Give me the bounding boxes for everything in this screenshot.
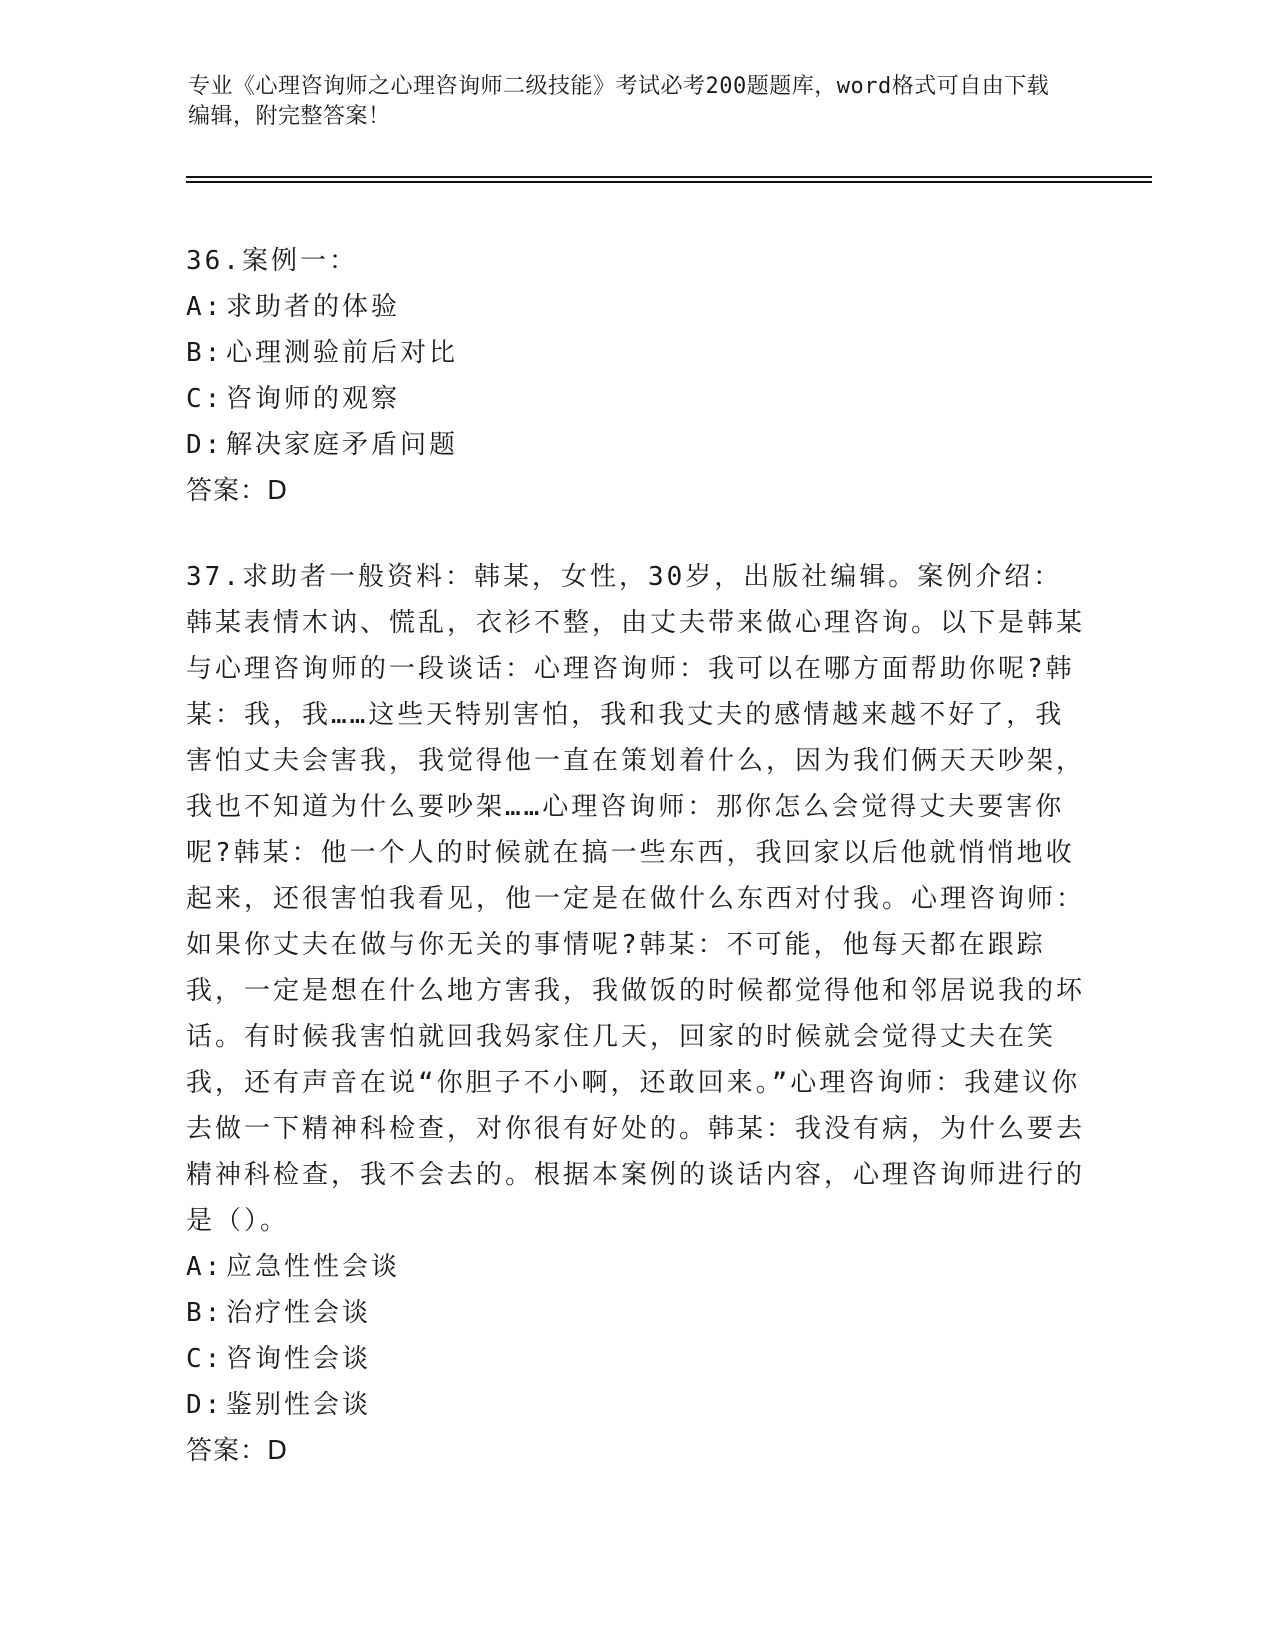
option-letter: D: [186, 1390, 224, 1420]
option-text: 解决家庭矛盾问题 [226, 430, 459, 460]
option-letter: C: [186, 1344, 224, 1374]
question-stem: 37.求助者一般资料：韩某，女性，30岁，出版社编辑。案例介绍：韩某表情木讷、慌乱，衣衫不整，由丈夫带来做心理咨询。以下是韩某与心理咨询师的一段谈话：心理咨询师：我可以在哪方面帮助你呢?韩某：我，我……这些天特别害怕，我和我丈夫的感情越来越不好了，我害怕丈夫会害我，我觉得他一直在策划着什么，因为我们俩天天吵架，我也不知道为什么要吵架……心理咨询师：那你怎么会觉得丈夫要害你呢?韩某：他一个人的时候就在搞一些东西，我回家以后他就悄悄地收起来，还很害怕我看见，他一定是在做什么东西对付我。心理咨询师：如果你丈夫在做与你无关的事情呢?韩某：不可能，他每天都在跟踪我，一定是想在什么地方害我，我做饭的时候都觉得他和邻居说我的坏话。有时候我害怕就回我妈家住几天，回家的时候就会觉得丈夫在笑我，还有声音在说“你胆子不小啊，还敢回来。”心理咨询师：我建议你去做一下精神科检查，对你很有好处的。韩某：我没有病，为什么要去精神科检查，我不会去的。根据本案例的谈话内容，心理咨询师进行的是（）。 [186, 562, 1086, 1236]
header-divider-top [186, 176, 1152, 178]
header-divider-bottom [186, 181, 1152, 183]
document-header [188, 72, 1068, 132]
option-b [186, 330, 1086, 376]
option-letter: D: [186, 430, 224, 460]
question-block-37 [186, 554, 1086, 1474]
option-c [186, 1336, 1086, 1382]
option-d [186, 1382, 1086, 1428]
option-text: 应急性性会谈 [226, 1252, 401, 1282]
option-d [186, 422, 1086, 468]
option-letter: C: [186, 384, 224, 414]
option-text: 咨询性会谈 [226, 1344, 372, 1374]
option-text: 鉴别性会谈 [226, 1390, 372, 1420]
option-text: 心理测验前后对比 [226, 338, 459, 368]
header-intro-text: 专业《心理咨询师之心理咨询师二级技能》考试必考200题题库，word格式可自由下载编辑，附完整答案！ [188, 74, 1050, 129]
option-letter: A: [186, 1252, 224, 1282]
option-text: 求助者的体验 [226, 292, 401, 322]
option-letter: A: [186, 292, 224, 322]
option-a [186, 284, 1086, 330]
option-letter: B: [186, 338, 224, 368]
option-text: 治疗性会谈 [226, 1298, 372, 1328]
answer-line: 答案：D [186, 1436, 289, 1466]
question-stem: 36.案例一： [186, 246, 358, 276]
option-text: 咨询师的观察 [226, 384, 401, 414]
option-c [186, 376, 1086, 422]
answer-line: 答案：D [186, 476, 289, 506]
question-block-36 [186, 238, 1086, 514]
option-b [186, 1290, 1086, 1336]
option-a [186, 1244, 1086, 1290]
option-letter: B: [186, 1298, 224, 1328]
